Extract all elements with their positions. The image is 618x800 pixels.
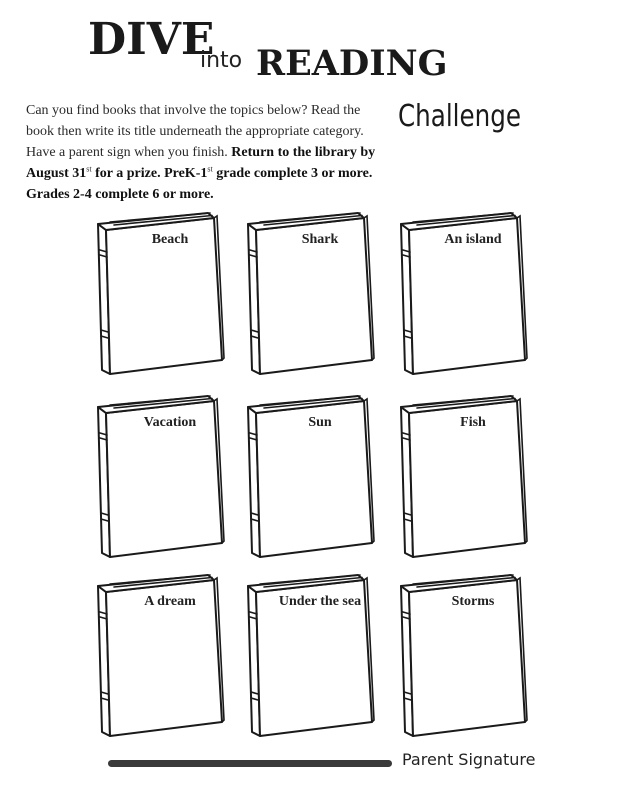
book-topic-label: A dream <box>144 594 196 609</box>
title-challenge: Challenge <box>398 99 521 134</box>
book-card <box>90 210 226 380</box>
book-card <box>90 572 226 742</box>
book-topic-label: Shark <box>301 232 339 247</box>
title-into: into <box>200 48 243 73</box>
book-card <box>393 210 529 380</box>
book-card <box>240 393 376 563</box>
title-reading: READING <box>256 43 448 84</box>
instructions-bold-1: Return to the library by August 31 <box>26 145 376 181</box>
book-topic-label: Under the sea <box>278 594 362 609</box>
title-dive: DIVE <box>88 14 215 65</box>
book-topic-label: Beach <box>151 232 189 247</box>
book-card <box>393 393 529 563</box>
instructions-bold-3: grade complete 3 or more. Grades 2-4 complete 6 or more. <box>26 166 373 202</box>
book-card <box>393 572 529 742</box>
instructions-paragraph <box>26 100 390 205</box>
book-topic-label: An island <box>444 232 502 247</box>
book-topic-label: Vacation <box>143 415 197 430</box>
instructions-sup-1: st <box>86 164 92 174</box>
book-topic-label: Sun <box>308 415 332 430</box>
book-card <box>90 393 226 563</box>
instructions-sup-2: st <box>207 164 213 174</box>
signature-line[interactable] <box>108 760 392 767</box>
book-card <box>240 210 376 380</box>
signature-label: Parent Signature <box>402 750 536 769</box>
book-topic-label: Fish <box>460 415 486 430</box>
instructions-bold-2: for a prize. PreK-1 <box>91 166 208 181</box>
book-card <box>240 572 376 742</box>
instructions-text: Can you find books that involve the topics below? Read the book then write its title underneath the appropriate category. Have a parent sign when you finish. <box>26 103 364 160</box>
book-topic-label: Storms <box>451 594 495 609</box>
